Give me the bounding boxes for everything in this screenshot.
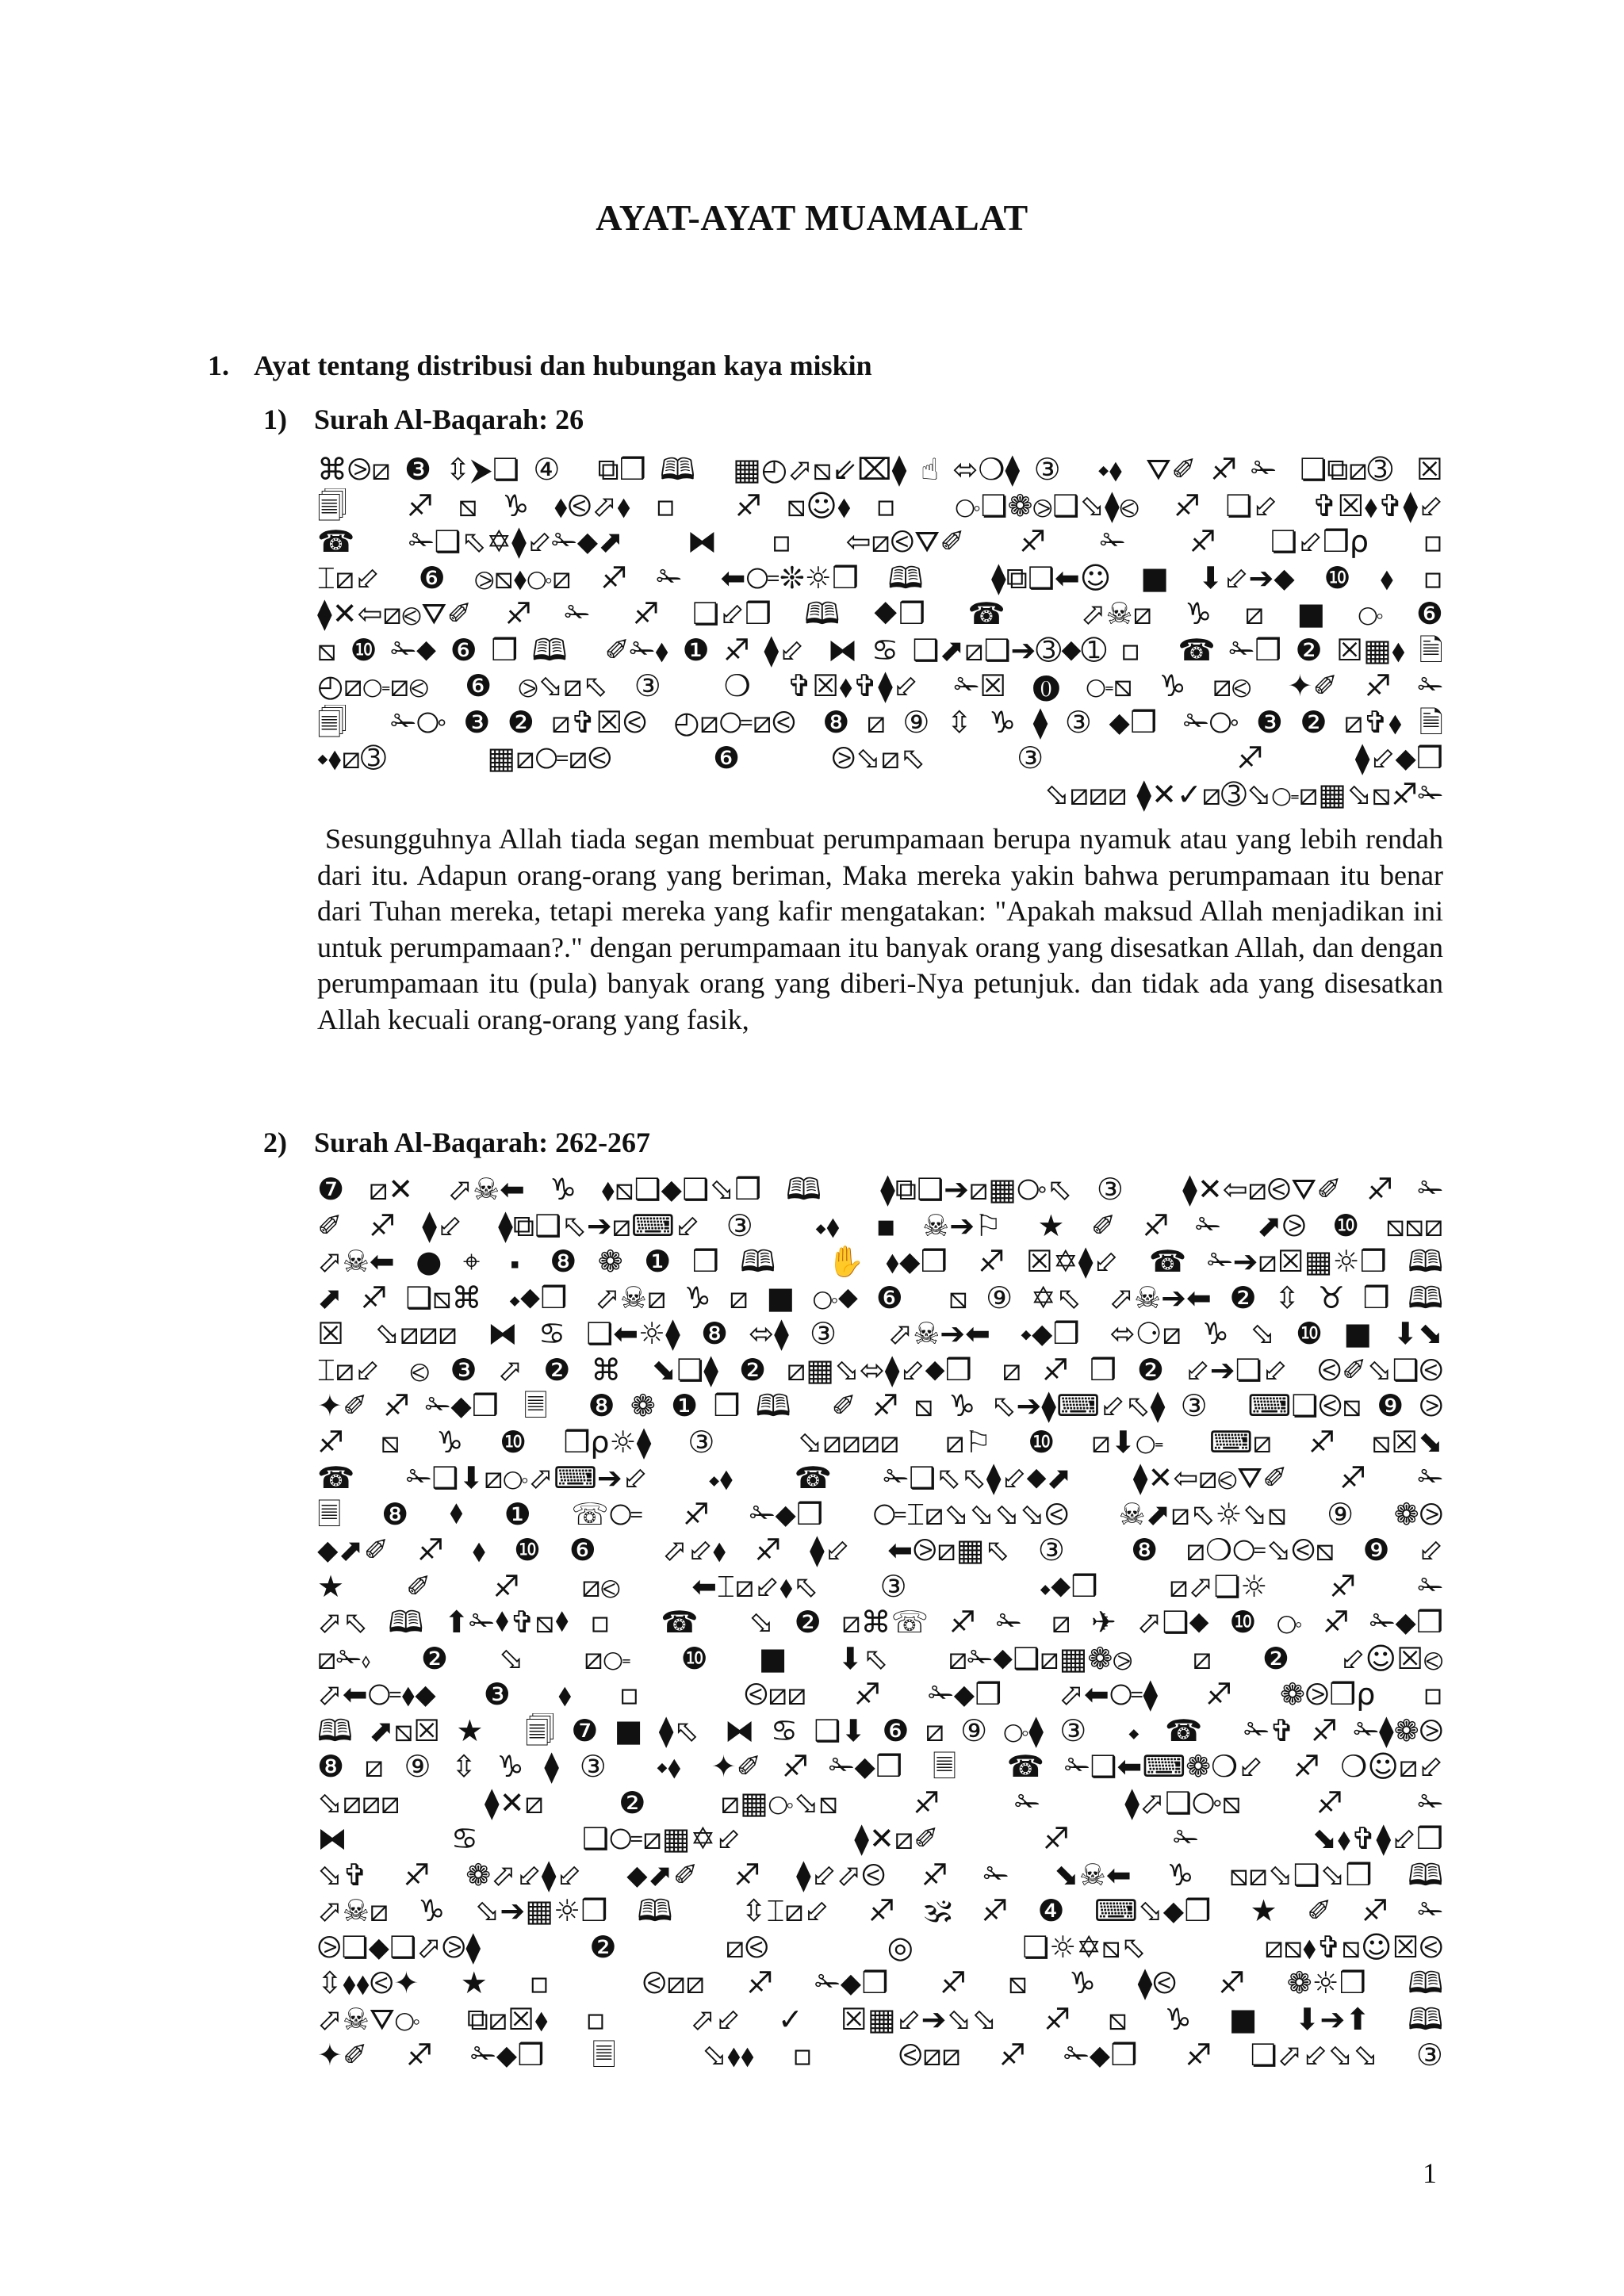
translation-text: Sesungguhnya Allah tiada segan membuat perumpamaan berupa nyamuk atau yang lebih rendah dari itu. Adapun orang-orang yang beriman, Maka mereka yakin bahwa perumpamaan itu benar dari Tuhan mereka, tetapi mereka yang kafir mengatakan: "Apakah maksud Allah menjadikan ini untuk perumpamaan?." dengan perumpamaan itu banyak orang yang disesatkan Allah, dan dengan perumpamaan itu (pula) banyak orang yang diberi-Nya petunjuk. dan tidak ada yang disesatkan Allah kecuali orang-orang yang fasik, — [317, 823, 1443, 1035]
verse-line: ⌶⧄⬃ ❻⧁⧅⬧⧂⧄♐✁ ⬅⧃❊☼❒🕮 ⧫⧉❑⬅☺■⬇⬃➔⬥❿⬧▫ — [317, 560, 1443, 595]
subsection-title: Surah Al-Baqarah: 262-267 — [314, 1127, 651, 1158]
verse-line: ✦✐♐✁⬥❒ 🗏 ❽❁❶❒🕮 ✐♐⧅♑⬁➔⧫⌨⬃⬁⧫③ ⌨❏⧀⧅❾⧁ — [317, 1388, 1443, 1423]
verse-line: ⬀☠⧄♑⬂➔▦☼❒🕮 ⇳⌶⧄⬃ ♐🕉♐❹⌨⬂⬥❒ ★✐♐✁ — [317, 1893, 1443, 1928]
verse-line: ❼⧄✕ ⬀☠⬅♑⬧⧅❑⬥❑⬂❒🕮 ⧫⧉❑➔⧄▦⧂⬁③ ⧫✕⇦⧄⧀⛛✐♐✁ — [317, 1172, 1443, 1207]
verse-line: ✦✐♐✁⬥❒ 🗏 ⬂⬧⬧▫ ⧀⧄⧄♐✁⬥❒ ♐❏⬀⬃⬂⬂③ — [317, 2038, 1443, 2072]
verse-line: 🗐 ♐⧅♑⬧⧀⬀⬧▫ ♐⧅☺⬧▫ ⧂❏❁⧁❑⬂⧫⧀ ♐❏⬃ ✞☒⬧✞⧫⬃ — [317, 488, 1443, 523]
verse-line: ☎✁❑⬇⧄⧂⬀⌨➔⬃ ⬩⬧ ☎✁❑⬁⬁⧫⬃⬥⬈ ⧫✕⇦⧄⧀⛛✐♐✁ — [317, 1460, 1443, 1495]
verse-line: ⬈♐❑⧅⌘ ⬩⬥❒ ⬀☠⧄♑⧄■⧂⬥❻ ⧅⑨✡⬁ ⬀☠➔⬅❷⇳♉❒🕮 — [317, 1280, 1443, 1315]
verse-line: ◴⧄⧃⧄⧀ ❻⧁⬂⧄⬁③ ❍ ✞☒⬧✞⧫⬃ ✁☒⓿⧃⧅♑⧄⧀ ✦✐♐✁ — [317, 668, 1443, 703]
subsection-heading — [263, 1126, 650, 1159]
verse-line: 🕮⬈⧅☒★ 🗐❼■⧫⬁ ⧓♋❑⬇❻⧄⑨⧂⧫③ ⬩ ☎ ✁✞♐✁⧫❁⧁ — [317, 1712, 1443, 1748]
subsection-number: 1) — [263, 404, 287, 435]
verse-line: 🗐 ✁⧂❸❷⧄✞☒⧀ ◴⧄⧃⧄⧀ ❽⧄⑨⇳♑⧫③⬥❒ ✁⧂❸❷⧄✞⬧🗎 — [317, 704, 1443, 740]
subsection-title: Surah Al-Baqarah: 26 — [314, 404, 584, 435]
page-number: 1 — [1423, 2157, 1437, 2189]
verse-line: ⬩⬧⧄➂ ▦⧄⧃⧄⧀ ❻⧁⬂⧄⬁③ ♐⧫⬃⬥❒ — [317, 740, 1443, 775]
section-heading — [208, 349, 872, 382]
verse-line: ⬀⬁🕮⬆✁⬧✞⧅⬧▫ ☎ ⬂❷⧄⌘☏♐✁ ⧄✈⬀❑⬥❿⧂♐✁⬥❒ — [317, 1605, 1443, 1640]
verse-line: ⧅❿✁⬥❻❒🕮 ✐✁⬧❶♐⧫⬃ ⧓♋❑⬈⧄❑➔➂⬥➀▫ ☎✁❒❷☒▦⬧🗎 — [317, 632, 1443, 668]
verse-line: ⧁❏⬥❑⬀⧁⧫❷⧄⧀ ◎❏☼✡⧅⬁ ⧄⧅⬧✞⧅☺☒⧀ — [317, 1929, 1443, 1965]
verse-line: ✐♐⧫⬃ ⧫⧉❑⬁➔⧄⌨⬃③ ⬩⬧ ▪☠➔⚐ ★✐♐✁ ⬈⧁❿⧅⧅⧄ — [317, 1207, 1443, 1243]
verse-line: ⇳⬧⬧⧀✦★▫ ⧀⧄⧄♐✁⬥❒ ♐⧅♑⧫⧀♐❁☼❒🕮 — [317, 1965, 1443, 2000]
verse-line: ⬀☠⬅●⌖ ⬝ ❽❁❶❒🕮 ✋⬧⬥❒ ♐☒✡⧫⬃ ☎✁➔⧄☒▦☼❒🕮 — [317, 1244, 1443, 1279]
verse-line: ☒ ⬂⧄⧄⧄ ⧓♋❑⬅☼⧫❽⬄⧫③ ⬀☠➔⬅ ⬩⬥❒ ⬄⚆⧄♑⬂❿■⬇⬊ — [317, 1316, 1443, 1351]
section-title: Ayat tentang distribusi dan hubungan kaya miskin — [254, 350, 872, 381]
verse-line: ★✐♐⧄⧀ ⬅⌶⧄⬃⬧⬁③ ⬩⬥❒ ⧄⬀❏☼♐✁ — [317, 1568, 1443, 1604]
verse-line: ⬂⧄⧄⧄ ⧫✕✓⧄➂⬂⧃⧄▦⬂⧅♐✁ — [1044, 776, 1443, 812]
verse-line: ⌘⧁⧄❸⇳⮞❏④ ⧉❒🕮 ▦◴⬀⧅⇙⌧⧫☝⬄❍⧫③ ⬩⬧ ⛛✐♐✁ ❏⧉⧄➂ ☒ — [317, 452, 1443, 487]
verse-text-block — [317, 1172, 1443, 2074]
verse-line: 🗏❽⬧❶☏⧃♐✁⬥❒ ⧃⌶⧄⬂⬂⬂⬂⧀ ☠⬈⧄⬁☼⬂⧅⑨❁⧁ — [317, 1496, 1443, 1532]
subsection-number: 2) — [263, 1127, 287, 1158]
verse-line: ⬥⬈✐♐⬧❿❻ ⬀⬃⬧♐⧫⬃ ⬅⧁⧄▦⬁③ ❽⧄❍⧃⬂⧀⧅❾⬃ — [317, 1533, 1443, 1567]
verse-line: ⬀☠⛛⧂ ⧉⧄☒⬧▫ ⬀⬃✓☒▦⬃➔⬂⬂ ♐⧅♑■⬇➔⬆🕮 — [317, 2001, 1443, 2037]
verse-line: ❽⧄⑨⇳♑⧫③ ⬩⬧ ✦✐♐✁⬥❒ 🗏 ☎✁❑⬅⌨❁❍⬃ ♐❍☺⧄⬃ — [317, 1749, 1443, 1784]
verse-line: ⧓♋❑⧃⧄▦✡⬃ ⧫✕⧄✐♐✁ ⬊⬧✞⧫⬃❒ — [317, 1821, 1443, 1856]
verse-line: ♐⧅♑❿❒⍴☼⧫③ ⬂⧄⧄⧄⧄ ⧄⚐❿⧄⬇⧃ ⌨⧄♐⧅☒⬊ — [317, 1424, 1443, 1460]
verse-line: ⧄✁⬫❷⬂ ⧄⧃❿■⬇⬁ ⧄✁⬥❑⧄▦❁⧁ ⧄❷⬃☺☒⧀ — [317, 1640, 1443, 1676]
verse-text-block — [317, 452, 1443, 813]
verse-line: ⬂⧄⧄⧄ ⧫✕⧄❷⧄▦⧂⬂⧅♐✁ ⧫⬀❑⧂⧅♐✁ — [317, 1785, 1443, 1820]
verse-line: ⬀⬅⧃⬧⬥❸⬧▫ ⧀⧄⧄♐✁⬥❒ ⬀⬅⧃⧫♐❁⧁❒⍴▫ — [317, 1677, 1443, 1712]
verse-line: ⬂✞♐❁⬀⬃⧫⬃ ⬥⬈✐♐⧫⬃⬀⧀♐✁ ⬊☠⬅♑⧅⧄⬂❑⬂❒🕮 — [317, 1857, 1443, 1892]
verse-line: ☎✁❑⬁✡⧫⬃✁⬥⬈ ⧓▫⇦⧄⧀⛛✐♐✁ ♐❏⬃❒⍴▫ — [317, 524, 1443, 559]
verse-line: ⧫✕⇦⧄⧀⛛✐♐✁ ♐❏⬃❒🕮⬥❒ ☎ ⬀☠⧄♑⧄■⧂❻ — [317, 596, 1443, 631]
page-title: AYAT-AYAT MUAMALAT — [596, 197, 1028, 238]
verse-line: ⌶⧄⬃ ⧀❸⬀❷⌘ ⬊❏⧫❷⧄▦⬂⬄⧫⬃⬥❒ ⧄♐❒❷⬃➔❏⬃ ⧀✐⬂❑⧀ — [317, 1352, 1443, 1387]
translation-paragraph — [317, 821, 1443, 1038]
section-number: 1. — [208, 350, 229, 381]
subsection-heading — [263, 403, 584, 436]
